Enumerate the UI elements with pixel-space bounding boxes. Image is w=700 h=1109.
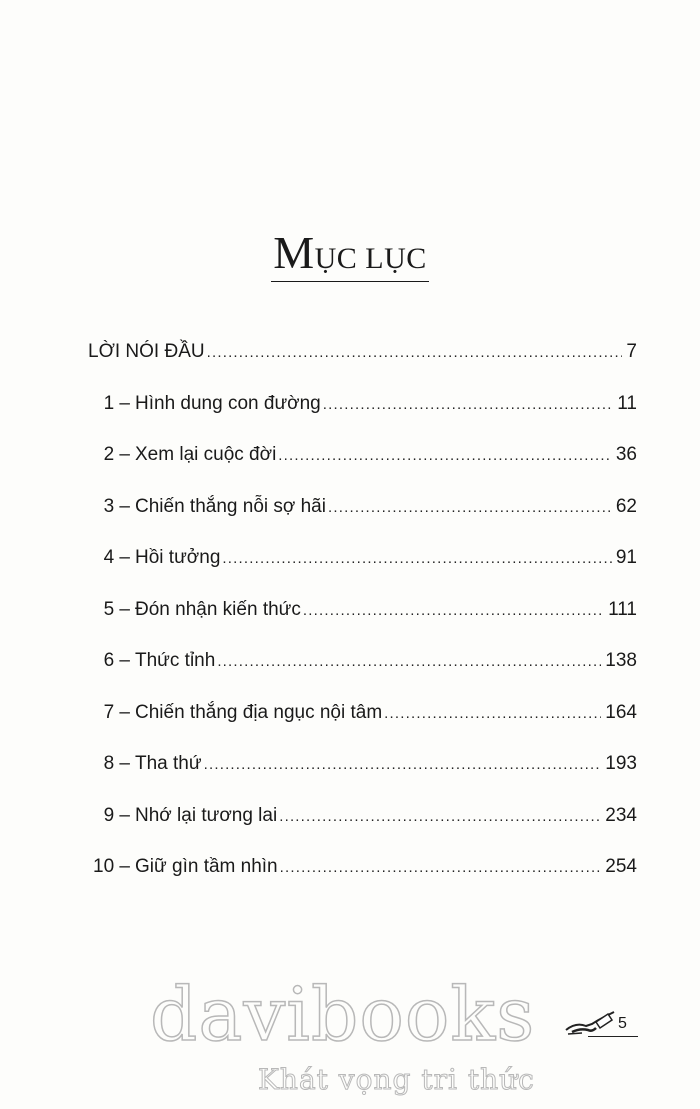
toc-entry-title: Hồi tưởng (135, 547, 221, 568)
toc-entry-title: Nhớ lại tương lai (135, 804, 278, 826)
toc-leader-dots (328, 499, 612, 516)
toc-entry-title: Giữ gìn tầm nhìn (135, 856, 278, 877)
page-title (0, 228, 700, 282)
toc-entry-number: 2 – (103, 444, 130, 465)
hand-with-quill-icon (562, 1008, 622, 1038)
toc-entry-page: 254 (605, 856, 637, 877)
toc-entry-title: Đón nhận kiến thức (135, 598, 301, 620)
toc-leader-dots (204, 756, 602, 773)
toc-entry (88, 547, 637, 577)
toc-entry (88, 753, 637, 783)
toc-entry-title: Xem lại cuộc đời (135, 444, 277, 465)
toc-entry (88, 393, 637, 423)
toc-entry-title: Chiến thắng địa ngục nội tâm (135, 701, 383, 723)
toc-entry-number: 4 – (103, 547, 130, 568)
title-text (271, 228, 429, 282)
toc-entry-page: 91 (615, 547, 637, 568)
watermark-tagline: Khát vọng tri thức (258, 1063, 535, 1096)
toc-entry-page: 62 (615, 495, 637, 517)
toc-entry (88, 650, 637, 680)
toc-entry-number: 6 – (103, 650, 130, 671)
toc-leader-dots (279, 808, 601, 825)
toc-entry (88, 444, 637, 474)
title-rest: ỤC LỤC (314, 242, 427, 275)
toc-entry (88, 496, 637, 526)
toc-leader-dots (303, 602, 604, 619)
toc-entry (88, 702, 637, 732)
toc-entry-title: Hình dung con đường (135, 392, 321, 414)
toc-leader-dots (217, 653, 601, 670)
toc-entry-page: 193 (605, 753, 637, 774)
toc-entry-page: 164 (605, 701, 637, 723)
toc-entry (88, 856, 637, 886)
toc-leader-dots (207, 344, 623, 361)
toc-entry-number: 10 – (93, 856, 130, 877)
toc-entry-number: 3 – (103, 495, 130, 517)
toc-entry (88, 341, 637, 371)
toc-entry-title: LỜI NÓI ĐẦU (88, 341, 205, 362)
toc-entry-page: 138 (605, 650, 637, 671)
toc-leader-dots (323, 396, 614, 413)
toc-entry-title: Thức tỉnh (135, 650, 216, 671)
title-initial: M (273, 227, 315, 278)
toc-entry-page: 234 (605, 804, 637, 826)
toc-entry-number: 7 – (103, 701, 130, 723)
toc-entry-number: 9 – (103, 804, 130, 826)
toc-entry-title: Tha thứ (135, 753, 202, 774)
toc-entry (88, 805, 637, 835)
toc-leader-dots (280, 859, 602, 876)
toc-entry-number: 5 – (103, 598, 130, 620)
toc-leader-dots (384, 705, 601, 722)
footer-rule (588, 1036, 638, 1037)
toc-leader-dots (278, 447, 612, 464)
toc-entry-number: 1 – (103, 392, 130, 414)
toc-entry-title: Chiến thắng nỗi sợ hãi (135, 495, 326, 517)
watermark-brand: davibooks (150, 972, 536, 1058)
toc-entry-number: 8 – (103, 753, 130, 774)
toc-entry-page: 36 (615, 444, 637, 465)
toc-entry-page: 11 (617, 392, 637, 414)
toc-entry (88, 599, 637, 629)
page-number: 5 (618, 1015, 627, 1032)
toc-entry-page: 7 (626, 341, 637, 362)
toc-entry-page: 111 (608, 598, 637, 620)
toc-leader-dots (222, 550, 611, 567)
